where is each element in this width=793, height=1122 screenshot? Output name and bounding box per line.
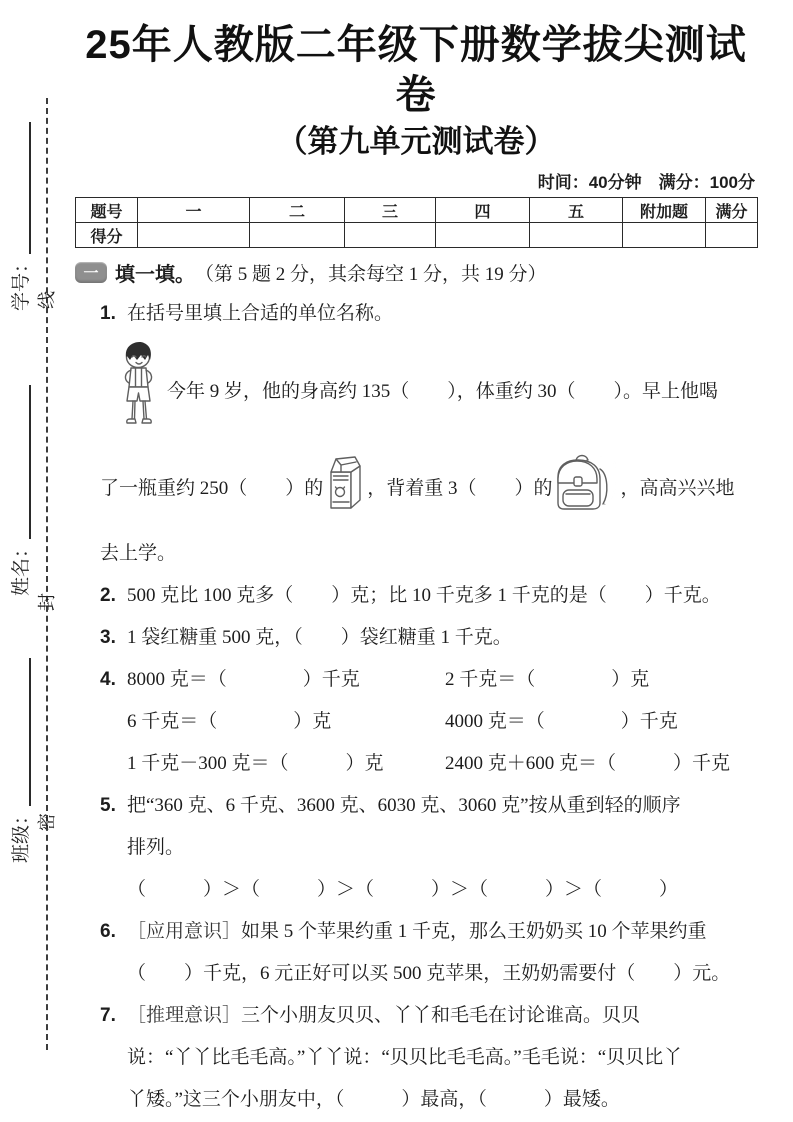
question-1-line-2 — [100, 449, 757, 529]
seal-char-mi: 密 — [37, 813, 57, 831]
question-1-line-1 — [127, 335, 757, 449]
student-id-label: 学号： — [11, 253, 32, 311]
student-id-blank — [15, 122, 31, 254]
question-4-item-6: 2400 克＋600 克＝（ ）千克 — [445, 753, 731, 774]
question-6-line-2: （ ）千克，6 元正好可以买 500 克苹果，王奶奶需要付（ ）元。 — [127, 963, 731, 984]
score-table-col-total: 满分 — [706, 198, 758, 223]
score-cell — [530, 223, 623, 248]
question-7-line-3: 丫矮。”这三个小朋友中，（ ）最高，（ ）最矮。 — [127, 1089, 620, 1110]
question-5-line-1: 把“360 克、6 千克、3600 克、6030 克、3060 克”按从重到轻的顺序 — [127, 795, 681, 816]
class-blank — [15, 658, 31, 806]
score-table-col-5: 五 — [530, 198, 623, 223]
question-6-number: 6. — [100, 921, 116, 942]
question-3-number: 3. — [100, 627, 116, 648]
question-5 — [100, 785, 757, 911]
question-4-grid — [127, 659, 757, 785]
score-table-col-4: 四 — [436, 198, 530, 223]
section-one-title: 填一填。 — [115, 263, 195, 286]
question-3-text: 1 袋红糖重 500 克，（ ）袋红糖重 1 千克。 — [127, 627, 512, 648]
question-5-line-2: 排列。 — [127, 837, 185, 858]
milk-carton-illustration — [323, 450, 367, 528]
question-4-number: 4. — [100, 669, 116, 690]
score-table-col-2: 二 — [250, 198, 345, 223]
score-cell — [250, 223, 345, 248]
score-table — [75, 197, 758, 248]
seal-dashed-line — [46, 98, 48, 1050]
class-field — [10, 657, 34, 863]
score-table-col-3: 三 — [345, 198, 436, 223]
paper-content — [75, 0, 757, 1121]
question-7-tag: ［推理意识］ — [127, 1005, 242, 1026]
question-6 — [100, 911, 757, 995]
question-7 — [100, 995, 757, 1121]
name-field — [10, 384, 34, 596]
backpack-illustration — [553, 449, 621, 529]
question-7-number: 7. — [100, 1005, 116, 1026]
question-1 — [100, 293, 757, 575]
seal-char-feng: 封 — [37, 593, 57, 611]
section-one-badge: 一 — [75, 262, 107, 283]
class-label: 班级： — [11, 805, 32, 863]
section-one-header — [75, 257, 757, 287]
name-label: 姓名： — [11, 538, 32, 596]
paper-title: 25年人教版二年级下册数学拔尖测试卷 — [85, 23, 747, 117]
question-5-blanks: （ ）＞（ ）＞（ ）＞（ ）＞（ ） — [127, 879, 679, 900]
question-4-item-5: 1 千克－300 克＝（ ）克 — [127, 753, 384, 774]
score-table-col-1: 一 — [138, 198, 250, 223]
score-cell — [345, 223, 436, 248]
score-cell — [138, 223, 250, 248]
question-4-item-1: 8000 克＝（ ）千克 — [127, 669, 360, 690]
student-id-field — [10, 121, 34, 311]
question-4-item-2: 2 千克＝（ ）克 — [445, 669, 650, 690]
question-1-number: 1. — [100, 303, 116, 324]
score-table-corner-label: 题号 — [76, 198, 138, 223]
question-list — [75, 293, 757, 1121]
question-5-number: 5. — [100, 795, 116, 816]
question-2 — [100, 575, 757, 617]
question-2-text: 500 克比 100 克多（ ）克；比 10 千克多 1 千克的是（ ）千克。 — [127, 585, 721, 606]
question-7-text-1: 三个小朋友贝贝、丫丫和毛毛在讨论谁高。贝贝 — [241, 1005, 641, 1026]
seal-char-xian: 线 — [37, 291, 57, 309]
question-1-text-2b: ，背着重 3（ ）的 — [367, 478, 553, 499]
paper-subtitle: （第九单元测试卷） — [276, 124, 556, 159]
time-score-info: 时间：40分钟 满分：100分 — [537, 173, 755, 192]
question-1-text-2c: ，高高兴兴地 — [620, 478, 735, 499]
score-table-header-row — [76, 198, 758, 223]
question-2-number: 2. — [100, 585, 116, 606]
question-4 — [100, 659, 757, 785]
name-blank — [15, 385, 31, 539]
score-cell — [623, 223, 706, 248]
question-1-intro: 在括号里填上合适的单位名称。 — [127, 303, 394, 324]
question-1-line-3: 去上学。 — [100, 543, 177, 564]
question-6-text-1: 如果 5 个苹果约重 1 千克，那么王奶奶买 10 个苹果约重 — [241, 921, 707, 942]
score-table-col-extra: 附加题 — [623, 198, 706, 223]
question-1-text-2a: 了一瓶重约 250（ ）的 — [100, 478, 324, 499]
score-cell — [436, 223, 530, 248]
score-cell — [706, 223, 758, 248]
boy-illustration — [105, 335, 171, 449]
section-one-note: （第 5 题 2 分，其余每空 1 分，共 19 分） — [195, 263, 547, 285]
question-4-item-3: 6 千克＝（ ）克 — [127, 711, 332, 732]
score-table-score-row — [76, 223, 758, 248]
question-1-text-1: 今年 9 岁，他的身高约 135（ ），体重约 30（ ）。早上他喝 — [167, 381, 719, 402]
question-6-tag: ［应用意识］ — [127, 921, 242, 942]
question-7-line-1 — [127, 995, 757, 1037]
score-row-label: 得分 — [76, 223, 138, 248]
question-4-item-4: 4000 克＝（ ）千克 — [445, 711, 678, 732]
question-6-line-1 — [127, 911, 757, 953]
question-3 — [100, 617, 757, 659]
question-7-line-2: 说：“丫丫比毛毛高。”丫丫说：“贝贝比毛毛高。”毛毛说：“贝贝比丫 — [127, 1047, 683, 1068]
